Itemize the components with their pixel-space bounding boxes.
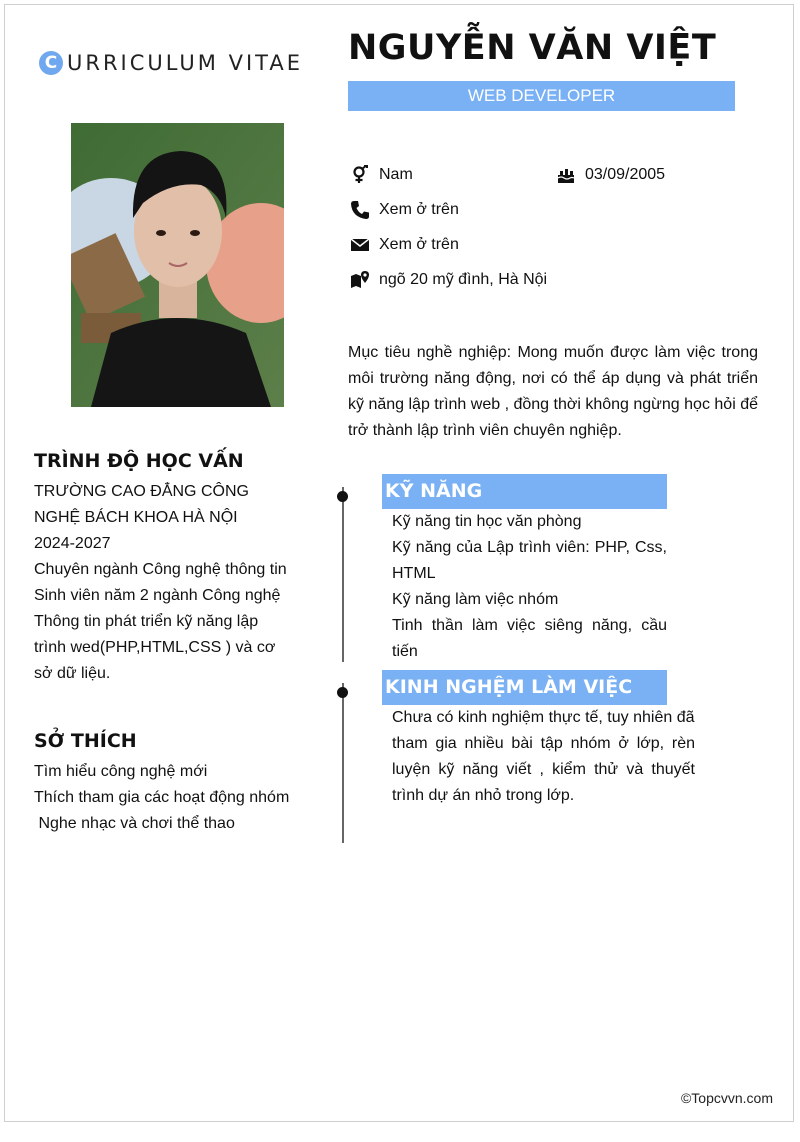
- gender-icon: [350, 165, 370, 185]
- education-years: 2024-2027: [34, 535, 111, 552]
- hobby-item: Thích tham gia các hoạt động nhóm: [34, 789, 290, 806]
- footer-copyright: ©Topcvvn.com: [680, 1090, 773, 1106]
- map-pin-icon: [350, 270, 370, 290]
- skills-list: [392, 509, 667, 665]
- address-row: [350, 270, 547, 290]
- birthday-row: [556, 165, 665, 185]
- cv-logo: [39, 51, 303, 75]
- skill-item: Kỹ năng tin học văn phòng: [392, 513, 582, 530]
- birthday-cake-icon: [556, 165, 576, 185]
- logo-circle-icon: C: [39, 51, 63, 75]
- skills-title: KỸ NĂNG: [382, 474, 667, 509]
- envelope-icon: [350, 235, 370, 255]
- logo-text: URRICULUM VITAE: [67, 51, 303, 75]
- hobby-item: Tìm hiểu công nghệ mới: [34, 763, 208, 780]
- gender-row: [350, 165, 413, 185]
- skill-item: Kỹ năng của Lập trình viên: PHP, Css, HTML: [392, 539, 667, 582]
- timeline-dot: [337, 687, 348, 698]
- job-title-banner: WEB DEVELOPER: [348, 81, 735, 111]
- career-objective: Mục tiêu nghề nghiệp: Mong muốn được làm việc trong môi trường năng động, nơi có thể áp dụng và phát triển kỹ năng lập trình web , đồng thời không ngừng học hỏi để trở thành lập trình viên chuyên nghiệp.: [348, 344, 758, 439]
- phone-icon: [350, 200, 370, 220]
- birthday-value: 03/09/2005: [585, 166, 666, 183]
- timeline-line: [342, 487, 344, 662]
- experience-content: [392, 705, 695, 809]
- phone-value: Xem ở trên: [379, 201, 459, 218]
- gender-value: Nam: [379, 166, 413, 183]
- education-school: TRƯỜNG CAO ĐẲNG CÔNG NGHỆ BÁCH KHOA HÀ NỘI: [34, 483, 249, 526]
- education-description: Sinh viên năm 2 ngành Công nghệ Thông tin phát triển kỹ năng lập trình wed(PHP,HTML,CSS ) và cơ sở dữ liệu.: [34, 587, 281, 682]
- timeline-line: [342, 683, 344, 843]
- candidate-name: NGUYỄN VĂN VIỆT: [348, 28, 717, 68]
- education-content: [34, 479, 290, 687]
- education-title: TRÌNH ĐỘ HỌC VẤN: [34, 450, 244, 472]
- profile-photo: [71, 123, 284, 407]
- experience-line: Chưa có kinh nghiệm thực tế, tuy nhiên đã: [392, 709, 695, 726]
- education-major: Chuyên ngành Công nghệ thông tin: [34, 561, 287, 578]
- experience-line: tham gia nhiều bài tập nhóm ở lớp, rèn luyện kỹ năng viết , kiểm thử và thuyết trình dự án nhỏ trong lớp.: [392, 735, 695, 804]
- email-row: [350, 235, 459, 255]
- hobby-item: Nghe nhạc và chơi thể thao: [34, 815, 235, 832]
- email-value: Xem ở trên: [379, 236, 459, 253]
- skill-item: Tinh thần làm việc siêng năng, cầu tiến: [392, 617, 667, 660]
- timeline-dot: [337, 491, 348, 502]
- skill-item: Kỹ năng làm việc nhóm: [392, 591, 559, 608]
- hobbies-list: [34, 759, 290, 837]
- experience-title: KINH NGHỆM LÀM VIỆC: [382, 670, 667, 705]
- hobbies-title: SỞ THÍCH: [34, 730, 137, 752]
- phone-row: [350, 200, 459, 220]
- address-value: ngõ 20 mỹ đình, Hà Nội: [379, 271, 548, 288]
